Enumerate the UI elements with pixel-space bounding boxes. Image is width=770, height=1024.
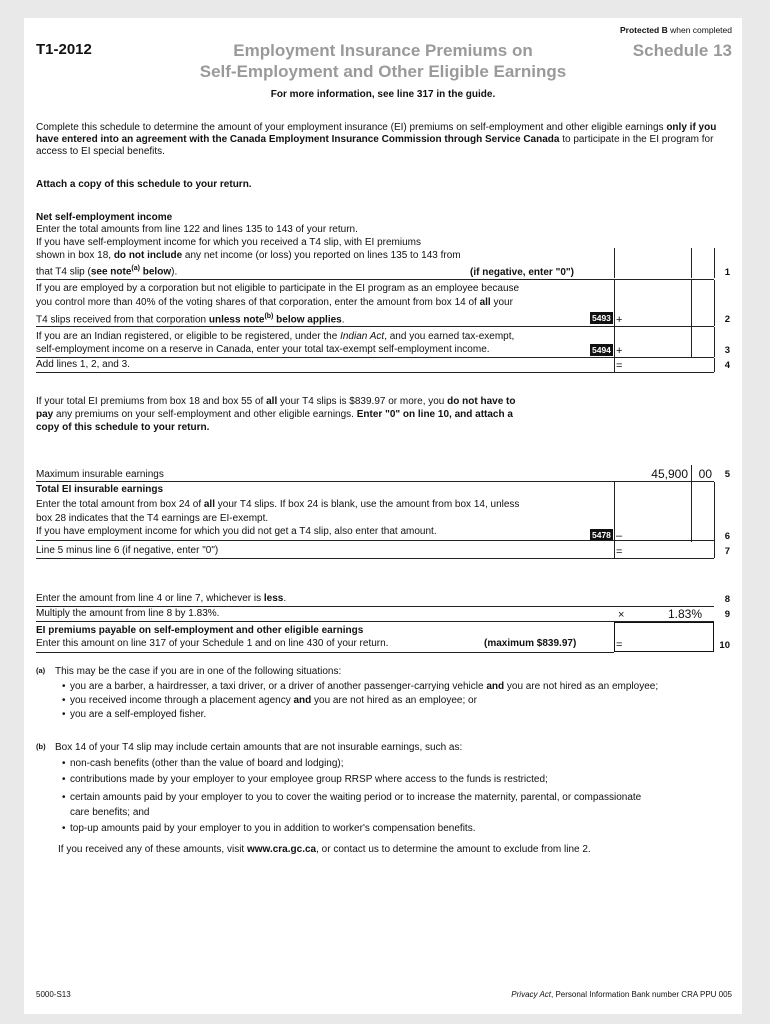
line6-box-left xyxy=(614,482,615,542)
footer-privacy: Privacy Act, Personal Information Bank number CRA PPU 005 xyxy=(511,990,732,999)
line1-text-d: that T4 slip (see note$^{(a)}$ below). xyxy=(36,265,178,278)
line3-text-a: If you are an Indian registered, or eligible to be registered, under the Indian Act, and you earned tax-exempt, xyxy=(36,331,515,342)
note-a-item: • you are a barber, a hairdresser, a taxi driver, or a driver of another passenger-carrying vehicle and you are not hired as an employee; xyxy=(60,681,658,693)
line9-rule xyxy=(36,621,714,622)
minus-sign: – xyxy=(616,530,623,542)
note-a-item: • you are a self-employed fisher. xyxy=(60,709,206,721)
line2-box-left xyxy=(614,280,615,326)
line4-box-left xyxy=(614,358,615,372)
line2-text-b: you control more than 40% of the voting shares of that corporation, enter the amount from box 14 of all your xyxy=(36,297,513,308)
line1-box-left xyxy=(614,248,615,278)
line3-box-cents-divider xyxy=(691,327,692,357)
schedule-number: Schedule 13 xyxy=(632,41,732,60)
note-b-item: • contributions made by your employer to your employee group RRSP where access to the funds is restricted; xyxy=(60,774,548,786)
form-code: T1-2012 xyxy=(36,41,92,58)
field-code-5494: 5494 xyxy=(592,345,611,355)
line9-text: Multiply the amount from line 8 by 1.83%. xyxy=(36,608,220,619)
line6-text-c: If you have employment income for which you did not get a T4 slip, also enter that amount. xyxy=(36,526,437,537)
intro-paragraph: Complete this schedule to determine the amount of your employment insurance (EI) premiums on self-employment and other eligible earnings only if you have entered into an agreement with the Canada Employment Insurance Commission through Service Canada to participate in the EI program for access to EI special benefits. xyxy=(36,122,717,157)
ei-premiums-payable-heading: EI premiums payable on self-employment and other eligible earnings xyxy=(36,625,364,636)
line7-rule xyxy=(36,558,614,559)
line8-rule xyxy=(36,606,714,607)
line1-box-cents-divider xyxy=(691,248,692,278)
line-number-10: 10 xyxy=(719,640,730,651)
line2-box-right xyxy=(714,280,715,326)
note-b-item: • non-cash benefits (other than the value of board and lodging); xyxy=(60,758,344,770)
line6-box-cents-divider xyxy=(691,482,692,542)
line5-cents-divider xyxy=(691,465,692,481)
line-number-7: 7 xyxy=(724,546,730,557)
line6-text-b: box 28 indicates that the T4 earnings are EI-exempt. xyxy=(36,513,269,524)
notice-line-c: copy of this schedule to your return. xyxy=(36,422,210,433)
protected-b-label: Protected B when completed xyxy=(620,25,732,35)
line4-rule xyxy=(36,372,614,373)
line-number-8: 8 xyxy=(724,594,730,605)
net-self-employment-heading: Net self-employment income xyxy=(36,212,173,223)
line5-amount-dollars: 45,900 xyxy=(651,467,688,481)
multiply-sign: × xyxy=(618,609,625,621)
note-a-item: • you received income through a placement agency and you are not hired as an employee; or xyxy=(60,695,477,707)
line1-box-right xyxy=(714,248,715,278)
line7-box-left xyxy=(614,542,615,558)
line4-box-bottom xyxy=(614,372,714,373)
line1-rule xyxy=(36,279,714,280)
line7-text: Line 5 minus line 6 (if negative, enter "0") xyxy=(36,545,219,556)
line1-text-c: shown in box 18, do not include any net income (or loss) you reported on lines 135 to 143 from xyxy=(36,250,461,261)
line-number-2: 2 xyxy=(724,314,730,325)
note-b-item: • certain amounts paid by your employer to you to cover the waiting period or to increase the maternity, parental, or compassionate xyxy=(60,792,641,804)
line1-negative-note: (if negative, enter "0") xyxy=(470,267,574,278)
line6-text-a: Enter the total amount from box 24 of all your T4 slips. If box 24 is blank, use the amount from box 14, unless xyxy=(36,499,520,510)
more-info-line: For more information, see line 317 in the guide. xyxy=(270,89,496,100)
equals-sign: = xyxy=(616,546,623,558)
line5-rule xyxy=(36,481,714,482)
note-b-item: • top-up amounts paid by your employer to you in addition to worker's compensation benefits. xyxy=(60,823,475,835)
field-code-5478: 5478 xyxy=(592,530,611,540)
line10-text: Enter this amount on line 317 of your Schedule 1 and on line 430 of your return. xyxy=(36,638,389,649)
field-code-5493: 5493 xyxy=(592,313,611,323)
line7-box-bottom xyxy=(614,558,714,559)
note-b-item-continued: care benefits; and xyxy=(70,807,150,818)
line-number-6: 6 xyxy=(724,531,730,542)
note-b-intro: Box 14 of your T4 slip may include certain amounts that are not insurable earnings, such as: xyxy=(55,742,463,753)
cra-website-link[interactable]: www.cra.gc.ca xyxy=(246,844,317,855)
attach-instruction: Attach a copy of this schedule to your return. xyxy=(36,179,252,190)
line-number-5: 5 xyxy=(724,469,730,480)
footer-form-number: 5000-S13 xyxy=(36,990,71,999)
line10-amount-box xyxy=(614,622,714,652)
plus-sign: + xyxy=(616,345,623,357)
line5-text: Maximum insurable earnings xyxy=(36,469,164,480)
line10-rule xyxy=(36,652,614,653)
total-ei-insurable-heading: Total EI insurable earnings xyxy=(36,484,164,495)
line2-rule xyxy=(36,326,714,327)
line-number-1: 1 xyxy=(724,267,730,278)
notice-line-a: If your total EI premiums from box 18 and box 55 of all your T4 slips is $839.97 or more, you do not have to xyxy=(36,396,516,407)
note-a-marker: (a) xyxy=(36,666,46,675)
line6-box-right xyxy=(714,482,715,542)
equals-sign: = xyxy=(616,360,623,372)
line10-maximum: (maximum $839.97) xyxy=(484,638,577,649)
line-number-4: 4 xyxy=(724,360,730,371)
form-page xyxy=(24,18,742,1014)
notice-line-b: pay any premiums on your self-employment and other eligible earnings. Enter "0" on line 10, and attach a xyxy=(36,409,513,420)
line3-text-b: self-employment income on a reserve in Canada, enter your total tax-exempt self-employment income. xyxy=(36,344,490,355)
line4-text: Add lines 1, 2, and 3. xyxy=(36,359,130,370)
line3-box-right xyxy=(714,327,715,357)
line5-amount-cents: 00 xyxy=(698,467,712,481)
line9-rate: 1.83% xyxy=(667,607,702,621)
line4-box-right xyxy=(714,358,715,372)
line7-box-right xyxy=(714,542,715,558)
form-title: Employment Insurance Premiums on Self-Employment and Other Eligible Earnings xyxy=(199,41,567,81)
line1-text-a: Enter the total amounts from line 122 and lines 135 to 143 of your return. xyxy=(36,224,358,235)
line2-box-cents-divider xyxy=(691,280,692,326)
equals-sign: = xyxy=(616,639,623,651)
note-b-marker: (b) xyxy=(36,742,46,751)
note-a-intro: This may be the case if you are in one of the following situations: xyxy=(55,666,342,677)
plus-sign: + xyxy=(616,314,623,326)
line1-text-b: If you have self-employment income for which you received a T4 slip, with EI premiums xyxy=(36,237,421,248)
line3-rule xyxy=(36,357,714,358)
note-closing: If you received any of these amounts, visit www.cra.gc.ca, or contact us to determine the amount to exclude from line 2. xyxy=(58,844,591,855)
line-number-9: 9 xyxy=(724,609,730,620)
line6-rule xyxy=(36,540,714,541)
line3-box-left xyxy=(614,327,615,357)
line2-text-a: If you are employed by a corporation but not eligible to participate in the EI program as an employee because xyxy=(36,283,520,294)
line-number-3: 3 xyxy=(724,345,730,356)
line2-text-c: T4 slips received from that corporation unless note$^{(b)}$ below applies. xyxy=(36,313,345,326)
line8-text: Enter the amount from line 4 or line 7, whichever is less. xyxy=(36,593,287,604)
